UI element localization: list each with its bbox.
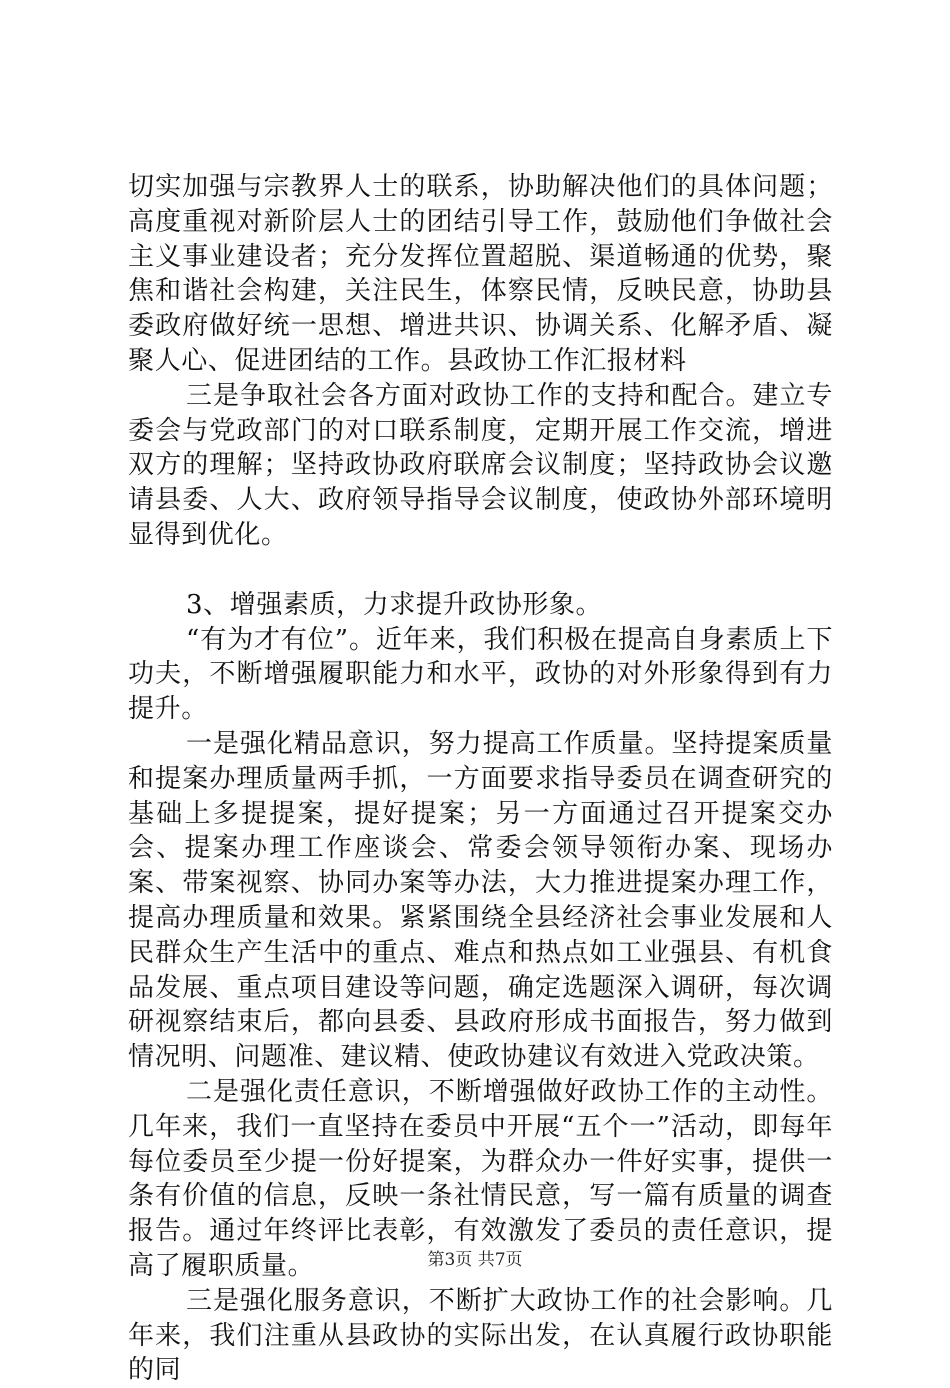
paragraph-quality-awareness: 一是强化精品意识，努力提高工作质量。坚持提案质量和提案办理质量两手抓，一方面要求指导委员在调查研究的基础上多提提案，提好提案；另一方面通过召开提案交办会、提案办理工作座谈会、常委会领导领衔办案、现场办案、带案视察、协同办案等办法，大力推进提案办理工作，提高办理质量和效果。紧紧围绕全县经济社会事业发展和人民群众生产生活中的重点、难点和热点如工业强县、有机食品发展、重点项目建设等问题，确定选题深入调研，每次调研视察结束后，都向县委、县政府形成书面报告，努力做到情况明、问题准、建议精、使政协建议有效进入党政决策。 [128,728,833,1073]
paragraph-intro-quality: “有为才有位”。近年来，我们积极在提高自身素质上下功夫，不断增强履职能力和水平，政协的对外形象得到有力提升。 [128,624,833,725]
paragraph-service-awareness: 三是强化服务意识，不断扩大政协工作的社会影响。几年来，我们注重从县政协的实际出发，在认真履行政协职能的同 [128,1285,833,1386]
paragraph-responsibility-awareness: 二是强化责任意识，不断增强做好政协工作的主动性。几年来，我们一直坚持在委员中开展“五个一”活动，即每年每位委员至少提一份好提案，为群众办一件好实事，提供一条有价值的信息，反映一条社情民意，写一篇有质量的调查报告。通过年终评比表彰，有效激发了委员的责任意识，提高了履职质量。 [128,1076,833,1281]
page-number-footer: 第3页 共7页 [427,1250,523,1270]
paragraph-religious-liaison: 切实加强与宗教界人士的联系，协助解决他们的具体问题；高度重视对新阶层人士的团结引导工作，鼓励他们争做社会主义事业建设者；充分发挥位置超脱、渠道畅通的优势，聚焦和谐社会构建，关注民生，体察民情，反映民意，协助县委政府做好统一思想、增进共识、协调关系、化解矛盾、凝聚人心、促进团结的工作。县政协工作汇报材料 [128,172,833,376]
section-heading-quality: 3、增强素质，力求提升政协形象。 [186,589,603,620]
document-body [128,170,833,1388]
paragraph-social-support: 三是争取社会各方面对政协工作的支持和配合。建立专委会与党政部门的对口联系制度，定期开展工作交流，增进双方的理解；坚持政协政府联席会议制度；坚持政协会议邀请县委、人大、政府领导指导会议制度，使政协外部环境明显得到优化。 [128,380,833,550]
